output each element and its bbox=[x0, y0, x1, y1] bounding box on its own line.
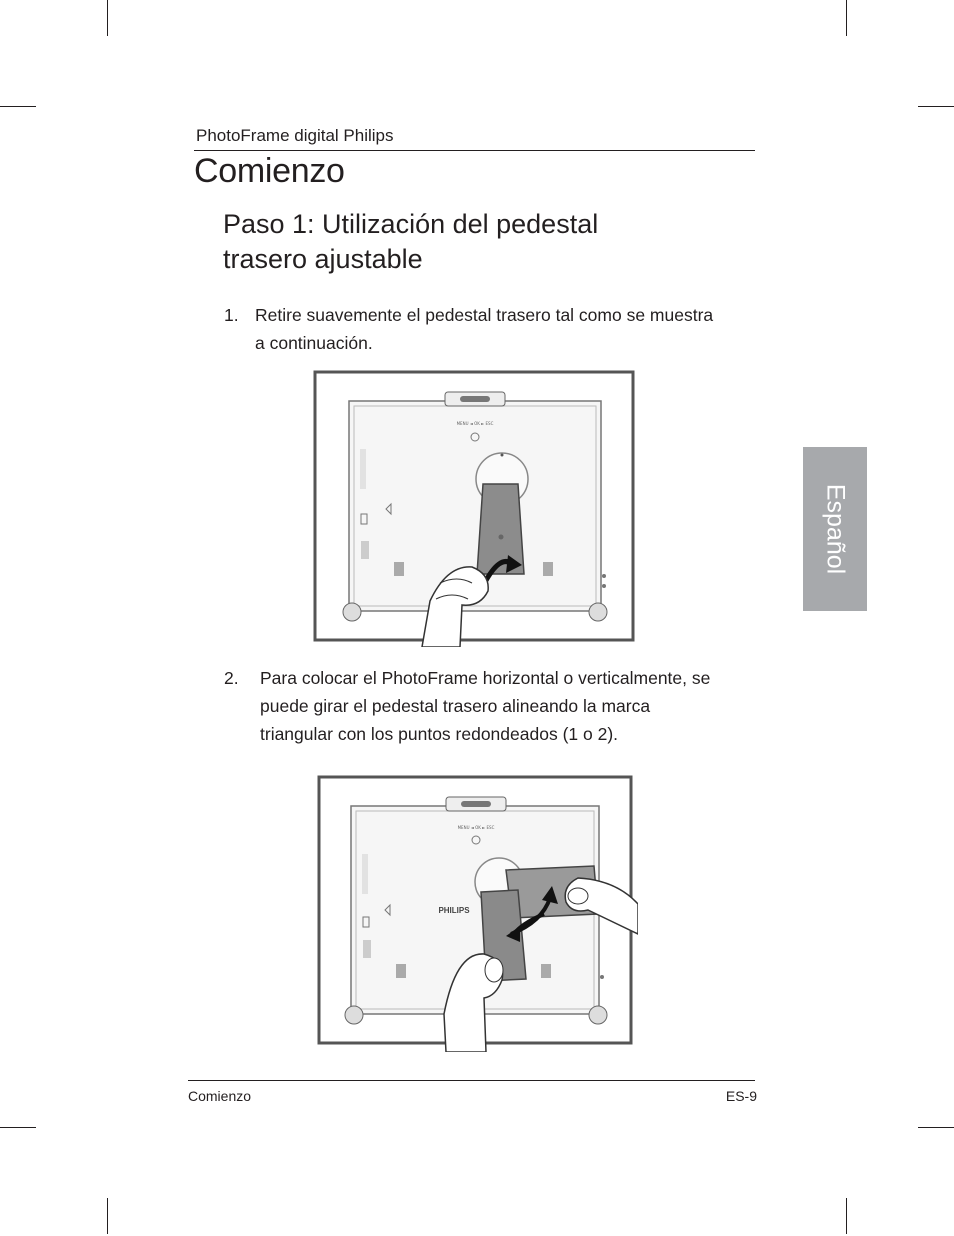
crop-mark bbox=[846, 0, 847, 36]
step-1-line-1: Retire suavemente el pedestal trasero tal como se muestra bbox=[255, 305, 714, 325]
language-tab bbox=[803, 447, 867, 611]
footer-section-name: Comienzo bbox=[188, 1088, 252, 1104]
crop-mark bbox=[918, 106, 954, 107]
figure-rotate-stand bbox=[316, 774, 638, 1052]
subtitle-line-1: Paso 1: Utilización del pedestal bbox=[223, 209, 599, 239]
svg-text:MENU ◄ OK ► ESC: MENU ◄ OK ► ESC bbox=[456, 421, 494, 426]
crop-mark bbox=[107, 0, 108, 36]
step-2-number: 2. bbox=[224, 668, 239, 688]
crop-mark bbox=[846, 1198, 847, 1234]
step-1-text bbox=[255, 301, 713, 357]
subtitle-line-2: trasero ajustable bbox=[223, 244, 423, 274]
figure-remove-stand bbox=[312, 369, 636, 647]
step-1 bbox=[224, 301, 754, 361]
language-tab-label: Español bbox=[821, 483, 850, 575]
step-2-text bbox=[260, 664, 710, 748]
crop-mark bbox=[107, 1198, 108, 1234]
step-1-number: 1. bbox=[224, 305, 239, 325]
step-2-line-2: puede girar el pedestal trasero alineando la marca bbox=[260, 696, 651, 716]
brand-logo-2: PHILIPS bbox=[438, 906, 470, 915]
crop-mark bbox=[918, 1127, 954, 1128]
step-2 bbox=[224, 664, 754, 754]
step-2-line-3: triangular con los puntos redondeados (1 o 2). bbox=[260, 724, 619, 744]
page-number: ES-9 bbox=[725, 1088, 757, 1104]
crop-mark bbox=[0, 106, 36, 107]
step-1-line-2: a continuación. bbox=[255, 333, 373, 353]
page-title: Comienzo bbox=[194, 152, 345, 190]
running-header: PhotoFrame digital Philips bbox=[196, 126, 394, 145]
section-subtitle bbox=[223, 207, 643, 277]
svg-text:MENU ◄ OK ► ESC: MENU ◄ OK ► ESC bbox=[457, 825, 495, 830]
step-2-line-1: Para colocar el PhotoFrame horizontal o verticalmente, se bbox=[260, 668, 711, 688]
crop-mark bbox=[0, 1127, 36, 1128]
footer-rule bbox=[188, 1080, 755, 1081]
